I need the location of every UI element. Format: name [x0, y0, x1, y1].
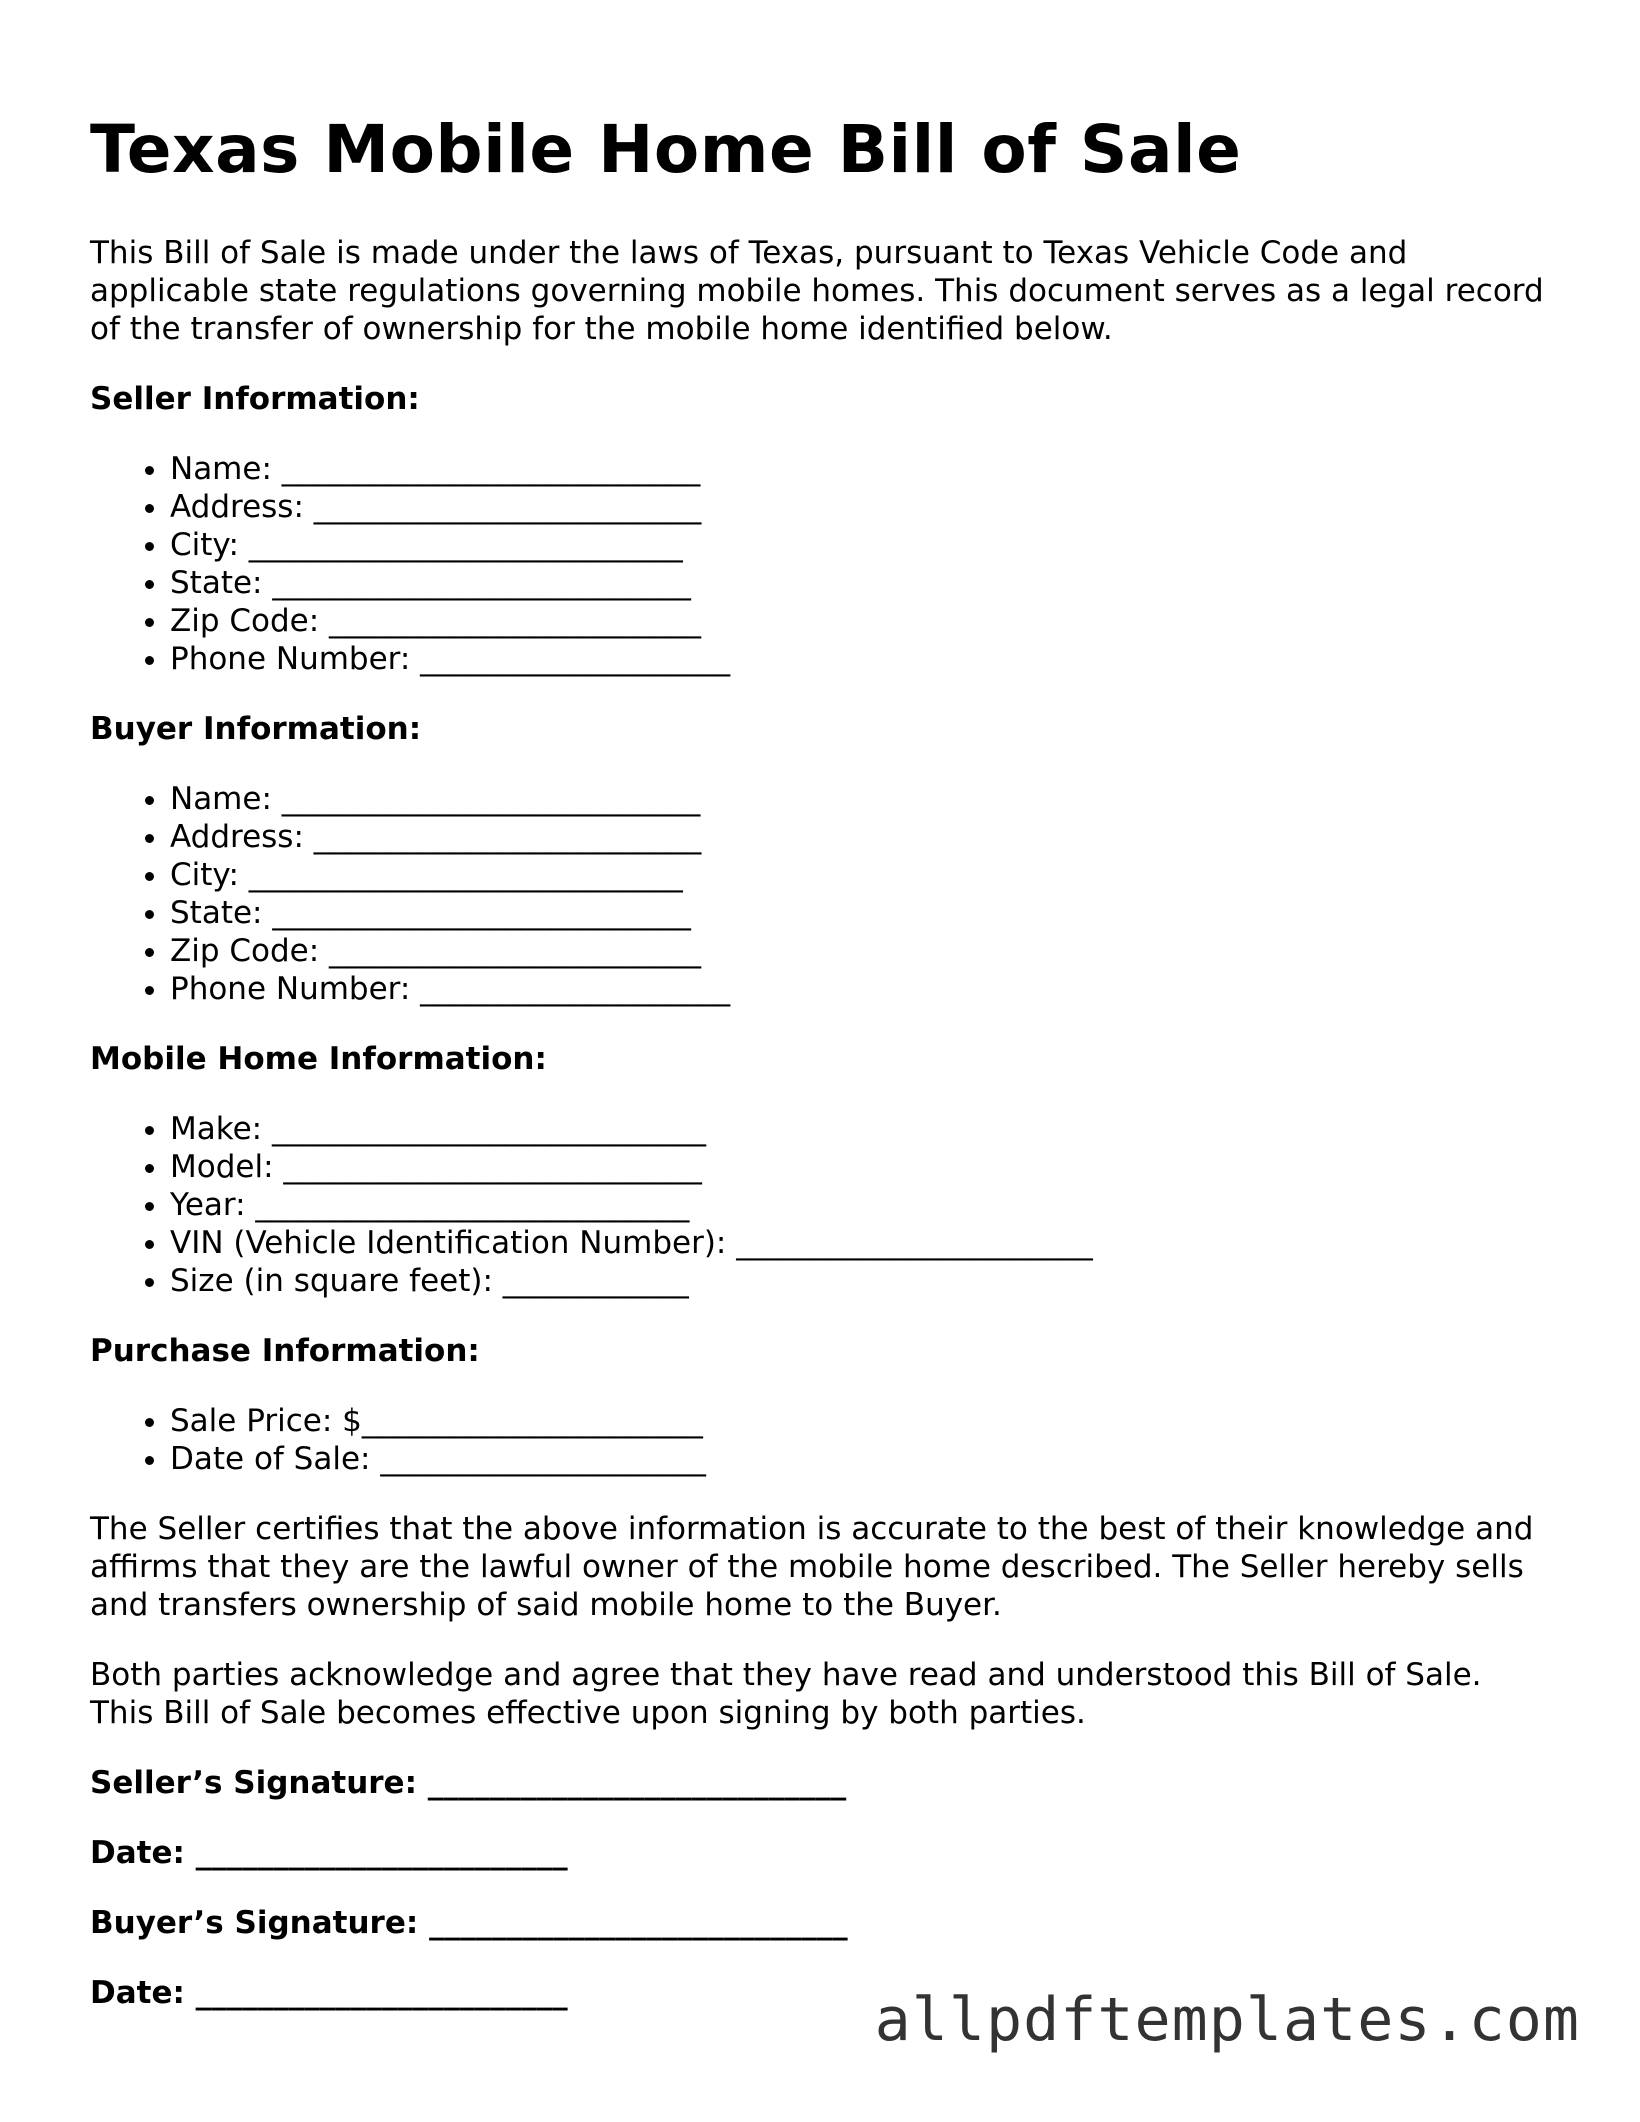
mobile-home-make-field: • Make: ____________________________	[170, 1110, 1550, 1148]
document-page	[90, 110, 1550, 2044]
purchase-fields-list	[90, 1402, 1550, 1478]
seller-heading: Seller Information:	[90, 381, 420, 417]
seller-state-field: • State: ___________________________	[170, 564, 1550, 602]
buyer-heading: Buyer Information:	[90, 711, 422, 747]
buyer-signature-line: Buyer’s Signature: ___________________________	[90, 1905, 848, 1941]
mobile-home-fields-list	[90, 1110, 1550, 1300]
buyer-zip-field: • Zip Code: ________________________	[170, 932, 1550, 970]
mobile-home-vin-field: • VIN (Vehicle Identification Number): _______________________	[170, 1224, 1550, 1262]
date-of-sale-field: • Date of Sale: _____________________	[170, 1440, 1550, 1478]
watermark-text: allpdftemplates.com	[874, 1985, 1580, 2055]
buyer-city-field: • City: ____________________________	[170, 856, 1550, 894]
seller-address-field: • Address: _________________________	[170, 488, 1550, 526]
sale-price-field: • Sale Price: $______________________	[170, 1402, 1550, 1440]
intro-paragraph: This Bill of Sale is made under the laws of Texas, pursuant to Texas Vehicle Code and applicable state regulations governing mobile homes. This document serves as a legal record of the transfer of ownership for the mobile home identified below.	[90, 235, 1544, 347]
seller-fields-list	[90, 450, 1550, 678]
seller-name-field: • Name: ___________________________	[170, 450, 1550, 488]
mobile-home-year-field: • Year: ____________________________	[170, 1186, 1550, 1224]
seller-date-line: Date: ________________________	[90, 1835, 568, 1871]
seller-phone-field: • Phone Number: ____________________	[170, 640, 1550, 678]
buyer-address-field: • Address: _________________________	[170, 818, 1550, 856]
acknowledgement-paragraph: Both parties acknowledge and agree that they have read and understood this Bill of Sale. This Bill of Sale becomes effective upon signing by both parties.	[90, 1657, 1482, 1731]
certification-paragraph: The Seller certifies that the above information is accurate to the best of their knowledge and affirms that they are the lawful owner of the mobile home described. The Seller hereby sells and transfers ownership of said mobile home to the Buyer.	[90, 1511, 1534, 1623]
buyer-state-field: • State: ___________________________	[170, 894, 1550, 932]
mobile-home-heading: Mobile Home Information:	[90, 1041, 547, 1077]
purchase-heading: Purchase Information:	[90, 1333, 480, 1369]
seller-city-field: • City: ____________________________	[170, 526, 1550, 564]
buyer-date-line: Date: ________________________	[90, 1975, 568, 2011]
seller-zip-field: • Zip Code: ________________________	[170, 602, 1550, 640]
buyer-fields-list	[90, 780, 1550, 1008]
buyer-name-field: • Name: ___________________________	[170, 780, 1550, 818]
buyer-phone-field: • Phone Number: ____________________	[170, 970, 1550, 1008]
document-title: Texas Mobile Home Bill of Sale	[90, 111, 1242, 188]
mobile-home-model-field: • Model: ___________________________	[170, 1148, 1550, 1186]
seller-signature-line: Seller’s Signature: ___________________________	[90, 1765, 847, 1801]
mobile-home-size-field: • Size (in square feet): ____________	[170, 1262, 1550, 1300]
